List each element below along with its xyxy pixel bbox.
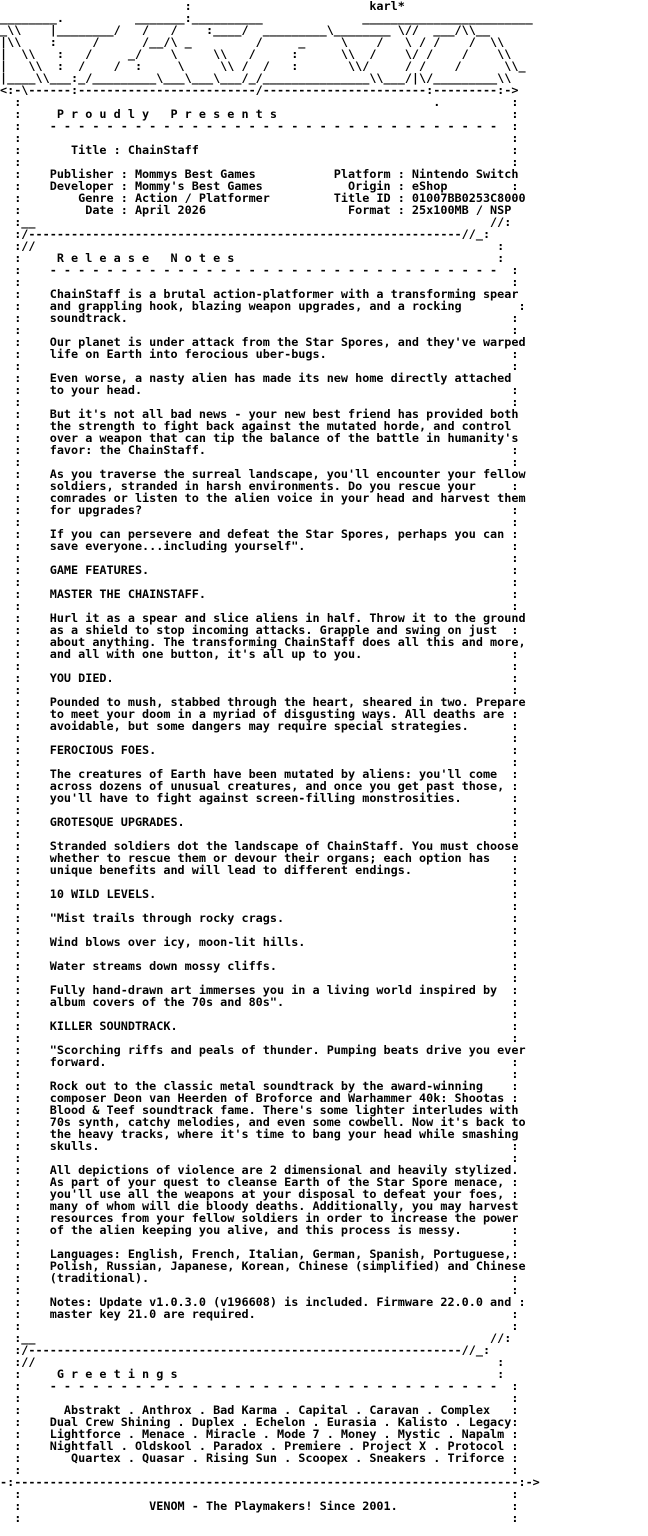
nfo-line: : of the alien keeping you alive, and this process is messy. : — [0, 1223, 519, 1237]
nfo-line: : "Scorching riffs and peals of thunder. Pumping beats drive you ever — [0, 1043, 526, 1057]
nfo-line: : Pounded to mush, stabbed through the heart, sheared in two. Prepare — [0, 695, 526, 709]
nfo-line: : the heavy tracks, where it's time to bang your head while smashing — [0, 1127, 519, 1141]
nfo-line: : across dozens of unusual creatures, and once you get past those, : — [0, 779, 519, 793]
nfo-line: : GROTESQUE UPGRADES. : — [0, 815, 519, 829]
nfo-line: : Wind blows over icy, moon-lit hills. : — [0, 935, 519, 949]
nfo-line: : resources from your fellow soldiers in order to increase the power — [0, 1211, 519, 1225]
nfo-line: : : — [0, 155, 519, 169]
nfo-line: : avoidable, but some dangers may require special strategies. : — [0, 719, 519, 733]
nfo-line: : whether to rescue them or devour their organs; each option has : — [0, 851, 519, 865]
nfo-line: :/-------------------------------------------------------------//_: — [0, 227, 491, 241]
nfo-line: : : — [0, 1031, 519, 1045]
nfo-line: : All depictions of violence are 2 dimensional and heavily stylized. — [0, 1163, 519, 1177]
nfo-line: : Hurl it as a spear and slice aliens in half. Throw it to the ground — [0, 611, 526, 625]
nfo-line: : : — [0, 1463, 519, 1477]
nfo-line: : : — [0, 803, 519, 817]
nfo-line: : As you traverse the surreal landscape, you'll encounter your fellow — [0, 467, 526, 481]
nfo-line: : : — [0, 971, 519, 985]
nfo-line: : master key 21.0 are required. : — [0, 1307, 519, 1321]
nfo-line: : But it's not all bad news - your new best friend has provided both — [0, 407, 519, 421]
nfo-line: : life on Earth into ferocious uber-bugs. : — [0, 347, 519, 361]
nfo-line: : soldiers, stranded in harsh environments. Do you rescue your : — [0, 479, 519, 493]
nfo-line: : Developer : Mommy's Best Games Origin : eShop : — [0, 179, 519, 193]
nfo-line: : MASTER THE CHAINSTAFF. : — [0, 587, 519, 601]
nfo-line: : soundtrack. : — [0, 311, 519, 325]
nfo-line: :// : — [0, 1355, 505, 1369]
nfo-line: : as a shield to stop incoming attacks. Grapple and swing on just : — [0, 623, 519, 637]
nfo-line: : Genre : Action / Platformer Title ID : 01007BB0253C8000 — [0, 191, 526, 205]
nfo-line: <:-\------:-------------------------/-----------------------:---------:-> — [0, 83, 519, 97]
nfo-line: : Polish, Russian, Japanese, Korean, Chinese (simplified) and Chinese — [0, 1259, 526, 1273]
nfo-line: | \\ : / _/ \ \\ / : \\ / \/ / / \\ — [0, 47, 512, 61]
nfo-line: : : — [0, 1487, 519, 1501]
nfo-line: : : — [0, 455, 519, 469]
nfo-line: : : — [0, 515, 519, 529]
nfo-line: : for upgrades? : — [0, 503, 519, 517]
nfo-line: : : — [0, 359, 519, 373]
nfo-line: : favor: the ChainStaff. : — [0, 443, 519, 457]
nfo-line: : album covers of the 70s and 80s". : — [0, 995, 519, 1009]
nfo-line: -:-----------------------------------------------------------------------:-> — [0, 1475, 540, 1489]
nfo-line: : Abstrakt . Anthrox . Bad Karma . Capital . Caravan . Complex : — [0, 1403, 519, 1417]
nfo-line: : to your head. : — [0, 383, 519, 397]
nfo-line: : R e l e a s e N o t e s : — [0, 251, 505, 265]
nfo-line: : Publisher : Mommys Best Games Platform : Nintendo Switch — [0, 167, 519, 181]
nfo-line: : : — [0, 1235, 519, 1249]
nfo-line: : over a weapon that can tip the balance of the battle in humanity's — [0, 431, 519, 445]
nfo-line: : and grappling hook, blazing weapon upgrades, and a rocking : — [0, 299, 526, 313]
nfo-line: :__ //: — [0, 1331, 512, 1345]
nfo-line: : : — [0, 1391, 519, 1405]
nfo-line: : - - - - - - - - - - - - - - - - - - - - - - - - - - - - - - - - : — [0, 263, 519, 277]
nfo-line: : : — [0, 1283, 519, 1297]
nfo-line: : Blood & Teef soundtrack fame. There's some lighter interludes with — [0, 1103, 519, 1117]
nfo-line: : Notes: Update v1.0.3.0 (v196608) is included. Firmware 22.0.0 and : — [0, 1295, 526, 1309]
nfo-line: : The creatures of Earth have been mutated by aliens: you'll come : — [0, 767, 519, 781]
nfo-line: : Water streams down mossy cliffs. : — [0, 959, 519, 973]
nfo-line: : : — [0, 395, 519, 409]
nfo-line: : Date : April 2026 Format : 25x100MB / NSP — [0, 203, 512, 217]
nfo-line: : : — [0, 827, 519, 841]
nfo-line: : : — [0, 947, 519, 961]
nfo-line: : to meet your doom in a myriad of disgusting ways. All deaths are : — [0, 707, 519, 721]
nfo-line: : : — [0, 1151, 519, 1165]
nfo-line: : : — [0, 323, 519, 337]
nfo-line: : and all with one button, it's all up to you. : — [0, 647, 519, 661]
nfo-line: : Title : ChainStaff : — [0, 143, 519, 157]
nfo-line: ________. _______:__________ ________________________ — [0, 11, 533, 25]
nfo-line: : : — [0, 1007, 519, 1021]
nfo-line: :__ //: — [0, 215, 512, 229]
nfo-line: : Nightfall . Oldskool . Paradox . Premiere . Project X . Protocol : — [0, 1439, 519, 1453]
nfo-line: : about anything. The transforming ChainStaff does all this and more, — [0, 635, 526, 649]
nfo-line: : unique benefits and will lead to different endings. : — [0, 863, 519, 877]
nfo-line: : If you can persevere and defeat the Star Spores, perhaps you can : — [0, 527, 519, 541]
nfo-line: : : — [0, 659, 519, 673]
nfo-line: : composer Deon van Heerden of Broforce and Warhammer 40k: Shootas : — [0, 1091, 519, 1105]
nfo-line: : Rock out to the classic metal soundtrack by the award-winning : — [0, 1079, 519, 1093]
nfo-line: : : — [0, 683, 519, 697]
nfo-line: : : — [0, 551, 519, 565]
nfo-line: : save everyone...including yourself". : — [0, 539, 519, 553]
nfo-line: :// : — [0, 239, 505, 253]
nfo-line: : Our planet is under attack from the Star Spores, and they've warped — [0, 335, 526, 349]
nfo-line: : Fully hand-drawn art immerses you in a living world inspired by : — [0, 983, 519, 997]
nfo-line: |\\ : / /__/\ _ / _ \ / \ / / / \\ — [0, 35, 505, 49]
nfo-line: : G r e e t i n g s : — [0, 1367, 505, 1381]
nfo-line: : many of whom will die bloody deaths. Additionally, you may harvest — [0, 1199, 519, 1213]
nfo-line: : FEROCIOUS FOES. : — [0, 743, 519, 757]
nfo-line: : Languages: English, French, Italian, German, Spanish, Portuguese,: — [0, 1247, 519, 1261]
nfo-line: : YOU DIED. : — [0, 671, 519, 685]
nfo-line: : : — [0, 1067, 519, 1081]
nfo-line: : comrades or listen to the alien voice in your head and harvest them — [0, 491, 526, 505]
nfo-line: : . : — [0, 95, 519, 109]
nfo-line: _\\ |________/ / / :____/ _________\________ \// ___/\\__ — [0, 23, 491, 37]
nfo-line: : : — [0, 755, 519, 769]
nfo-line: : forward. : — [0, 1055, 519, 1069]
nfo-line: : 10 WILD LEVELS. : — [0, 887, 519, 901]
nfo-line: : : — [0, 575, 519, 589]
nfo-line: : : — [0, 131, 519, 145]
nfo-line: : : — [0, 1319, 519, 1333]
nfo-line: : P r o u d l y P r e s e n t s : — [0, 107, 519, 121]
nfo-line: | \\ : / / : \ \\ / / : \\/ / / / \\_ — [0, 59, 526, 73]
nfo-line: : 70s synth, catchy melodies, and even some cowbell. Now it's back to — [0, 1115, 526, 1129]
nfo-line: : Dual Crew Shining . Duplex . Echelon . Eurasia . Kalisto . Legacy: — [0, 1415, 519, 1429]
nfo-line: : (traditional). : — [0, 1271, 519, 1285]
nfo-line: : : — [0, 731, 519, 745]
nfo-line: : : — [0, 875, 519, 889]
nfo-line: : : — [0, 275, 519, 289]
nfo-line: : : — [0, 1511, 519, 1525]
nfo-line: : GAME FEATURES. : — [0, 563, 519, 577]
nfo-line: : you'll have to fight against screen-filling monstrosities. : — [0, 791, 519, 805]
nfo-line: : "Mist trails through rocky crags. : — [0, 911, 519, 925]
nfo-line: |____\\___:_/_________\___\___\___/_/_______________\\___/|\/_________\\ — [0, 71, 512, 85]
nfo-line: : : — [0, 923, 519, 937]
nfo-line: : Even worse, a nasty alien has made its new home directly attached — [0, 371, 512, 385]
nfo-line: : the strength to fight back against the mutated horde, and control — [0, 419, 512, 433]
nfo-line: : - - - - - - - - - - - - - - - - - - - - - - - - - - - - - - - - : — [0, 1379, 519, 1393]
nfo-line: : - - - - - - - - - - - - - - - - - - - - - - - - - - - - - - - - : — [0, 119, 519, 133]
nfo-line: : KILLER SOUNDTRACK. : — [0, 1019, 519, 1033]
nfo-line: : : — [0, 899, 519, 913]
nfo-line: : ChainStaff is a brutal action-platformer with a transforming spear — [0, 287, 519, 301]
nfo-line: :/-------------------------------------------------------------//_: — [0, 1343, 491, 1357]
nfo-line: : Quartex . Quasar . Rising Sun . Scoopex . Sneakers . Triforce : — [0, 1451, 519, 1465]
nfo-line: : As part of your quest to cleanse Earth of the Star Spore menace, : — [0, 1175, 519, 1189]
nfo-line: : VENOM - The Playmakers! Since 2001. : — [0, 1499, 519, 1513]
nfo-line: : Lightforce . Menace . Miracle . Mode 7 . Money . Mystic . Napalm : — [0, 1427, 519, 1441]
nfo-line: : : — [0, 599, 519, 613]
nfo-line: : karl* — [0, 0, 405, 13]
nfo-line: : skulls. : — [0, 1139, 519, 1153]
nfo-line: : Stranded soldiers dot the landscape of ChainStaff. You must choose — [0, 839, 519, 853]
nfo-line: : you'll use all the weapons at your disposal to defeat your foes, : — [0, 1187, 519, 1201]
